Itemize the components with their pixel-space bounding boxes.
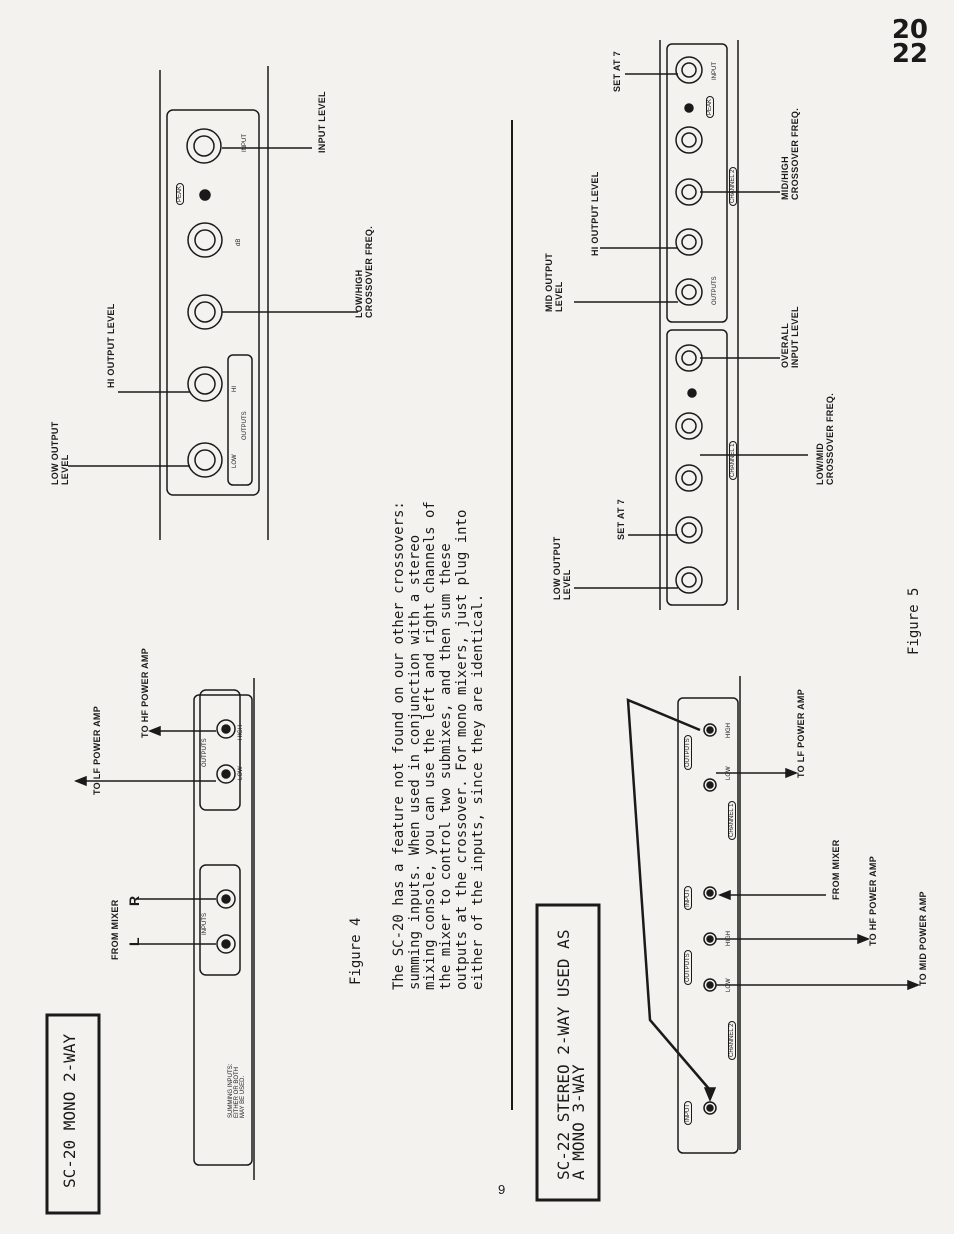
fig4-to-hf: TO HF POWER AMP: [140, 648, 150, 738]
body-line-6: either of the inputs, since they are identical.: [469, 593, 486, 990]
fig4-to-lf: TO LF POWER AMP: [92, 706, 102, 795]
sc20-low-output-level: [50, 422, 70, 486]
body-line-1: The SC-20 has a feature not found on our other crossovers:: [391, 501, 407, 990]
overall-input-line-2: INPUT LEVEL: [790, 306, 800, 368]
sc22-panel-high-ch1: HIGH: [726, 723, 732, 738]
fig4-summing-note: [228, 1064, 246, 1118]
fig5-panel-outputs-ch2: OUTPUTS: [712, 276, 718, 305]
low-high-line-2: CROSSOVER FREQ.: [364, 225, 374, 318]
page-number: 9: [498, 1182, 506, 1197]
sc20-panel-low: LOW: [232, 454, 238, 468]
sc20-panel-db: dB: [236, 238, 242, 246]
sc22-to-lf: TO LF POWER AMP: [796, 689, 806, 778]
figure5-caption: Figure 5: [906, 587, 922, 655]
fig5-panel-peak: PEAK: [706, 96, 714, 118]
summing-note-line-1: SUMMING INPUTS:: [228, 1063, 234, 1118]
fig5-panel-input-ch2: INPUT: [712, 62, 718, 80]
sc22-box-label-line-1: SC-22 STEREO 2-WAY USED AS: [554, 929, 573, 1180]
sc22-box-label-line-2: A MONO 3-WAY: [569, 1064, 588, 1180]
sc22-panel-outputs-ch2: OUTPUTS: [684, 950, 692, 985]
body-line-4: the mixer to control two submixes, and then sum these: [438, 543, 455, 990]
figure4-caption: Figure 4: [348, 917, 364, 985]
sc22-panel-channel-1: CHANNEL 1: [728, 801, 736, 840]
body-line-5: outputs at the crossover. For mono mixers, just plug into: [453, 509, 470, 990]
sc22-front-panel-drawing: [574, 40, 808, 610]
sc22-panel-low-ch2: LOW: [726, 978, 732, 992]
sc22-panel-input-ch2: INPUT: [684, 1101, 692, 1125]
fig5-mid-high-crossover: [780, 108, 800, 200]
body-paragraph: [392, 501, 486, 990]
fig5-set-at-7-bottom: SET AT 7: [616, 499, 626, 540]
fig5-overall-input-level: [780, 306, 800, 368]
summing-note-line-2: EITHER OR BOTH: [234, 1066, 240, 1118]
low-high-line-1: LOW/HIGH: [354, 269, 364, 318]
summing-note-line-3: MAY BE USED.: [240, 1075, 246, 1118]
page-code-bottom: 22: [891, 39, 928, 69]
fig4-from-mixer: FROM MIXER: [110, 899, 120, 960]
sc22-to-hf: TO HF POWER AMP: [868, 856, 878, 946]
mid-output-line-2: LEVEL: [554, 281, 564, 312]
mid-output-line-1: MID OUTPUT: [544, 253, 554, 312]
fig4-l: L: [126, 937, 142, 946]
mid-high-line-1: MID/HIGH: [780, 156, 790, 200]
sc22-panel-input-ch1: INPUT: [684, 886, 692, 910]
sc22-panel-channel-2: CHANNEL 2: [728, 1021, 736, 1060]
sc20-panel-hi: HI: [232, 386, 238, 392]
fig5-set-at-7-top: SET AT 7: [612, 51, 622, 92]
fig5-low-output-line-2: LEVEL: [562, 569, 572, 600]
sc22-from-mixer: FROM MIXER: [831, 839, 841, 900]
overall-input-line-1: OVERALL: [780, 322, 790, 368]
fig4-panel-outputs: OUTPUTS: [202, 738, 208, 767]
fig5-panel-channel-2: CHANNEL 2: [729, 167, 737, 206]
sc22-to-mid: TO MID POWER AMP: [918, 891, 928, 986]
sc20-box-label: SC-20 MONO 2-WAY: [60, 1033, 79, 1188]
low-output-level-line-2: LEVEL: [60, 454, 70, 485]
sc20-panel-outputs: OUTPUTS: [242, 411, 248, 440]
sc22-panel-high-ch2: HIGH: [726, 931, 732, 946]
sc20-input-level: INPUT LEVEL: [317, 91, 327, 153]
sc20-panel-peak: PEAK: [176, 183, 184, 205]
fig4-panel-high: HIGH: [238, 725, 244, 740]
fig5-mid-output-level: [544, 253, 564, 312]
fig4-panel-inputs: INPUTS: [202, 912, 208, 935]
sc20-low-high-crossover: [354, 226, 374, 318]
body-line-3: mixing console, you can use the left and right channels of: [422, 501, 439, 990]
fig5-panel-channel-1: CHANNEL 1: [729, 441, 737, 480]
sc22-box-label: [556, 930, 586, 1180]
sc20-panel-input: INPUT: [242, 134, 248, 152]
mid-high-line-2: CROSSOVER FREQ.: [790, 107, 800, 200]
sc22-panel-low-ch1: LOW: [726, 766, 732, 780]
fig5-low-output-line-1: LOW OUTPUT: [552, 536, 562, 600]
low-mid-line-2: CROSSOVER FREQ.: [825, 392, 835, 485]
sc22-panel-outputs-ch1: OUTPUTS: [684, 735, 692, 770]
body-line-2: summing inputs. When used in conjunction with a stereo: [406, 534, 423, 990]
low-mid-line-1: LOW/MID: [815, 442, 825, 485]
page-code-top: 20: [891, 15, 928, 45]
fig4-r: R: [126, 895, 142, 906]
fig5-low-mid-crossover: [815, 393, 835, 485]
low-output-level-line-1: LOW OUTPUT: [50, 421, 60, 485]
sc20-hi-output-level: HI OUTPUT LEVEL: [106, 303, 116, 388]
fig5-low-output-level: [552, 537, 572, 601]
fig5-hi-output-level: HI OUTPUT LEVEL: [590, 171, 600, 256]
fig4-panel-low: LOW: [238, 766, 244, 780]
